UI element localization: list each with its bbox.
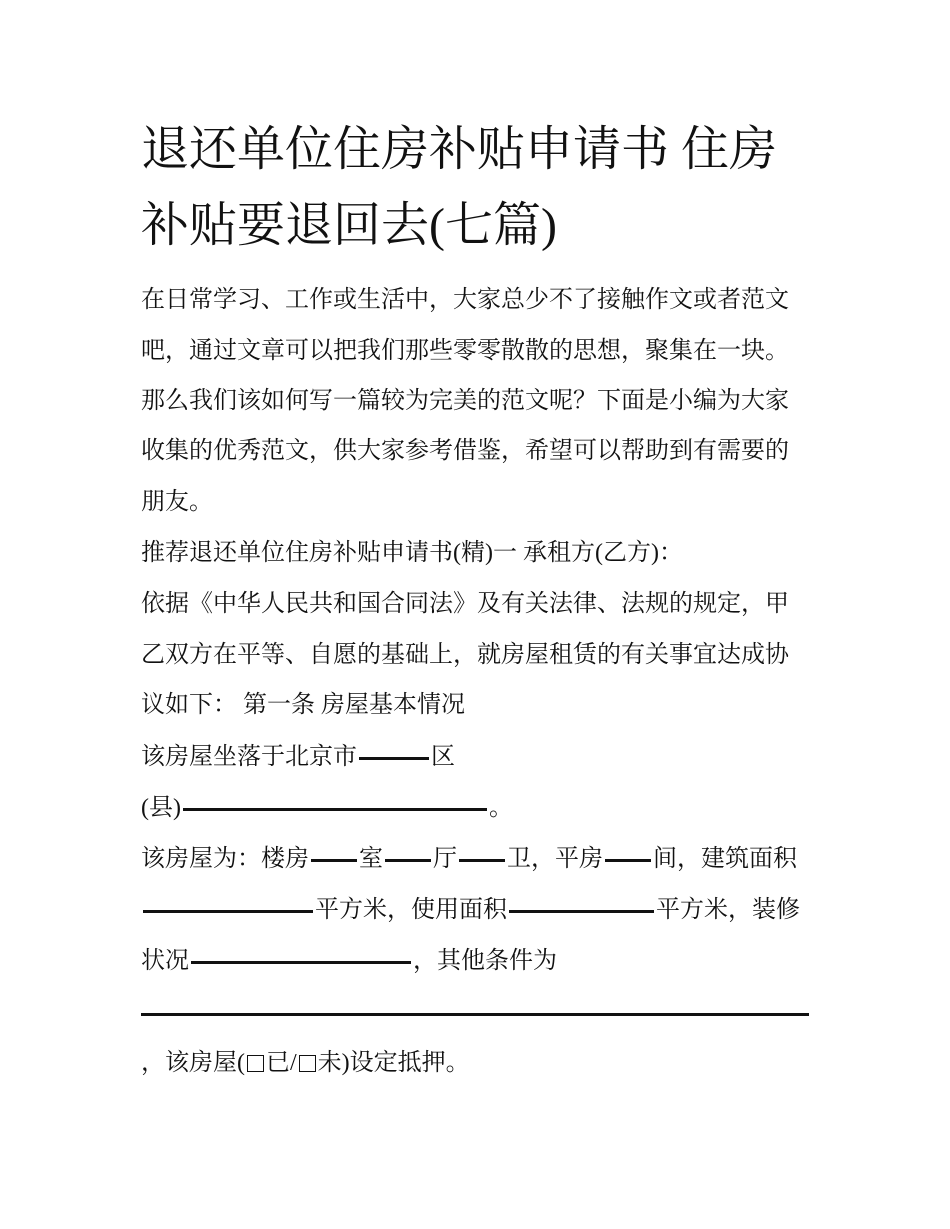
county-label: (县) <box>141 795 181 821</box>
hall-blank <box>459 859 505 862</box>
location-line <box>141 740 821 774</box>
document-title <box>141 112 821 264</box>
county-blank <box>183 808 487 811</box>
intro-line-5: 朋友。 <box>141 489 213 515</box>
hall-label: 厅 <box>433 846 457 872</box>
status-blank <box>191 961 411 964</box>
mortgage-line <box>141 1046 821 1080</box>
room-blank <box>385 859 431 862</box>
location-prefix: 该房屋坐落于北京市 <box>141 744 357 770</box>
district-label: 区 <box>431 744 455 770</box>
house-line-3 <box>141 944 821 978</box>
status-label: 状况 <box>141 948 189 974</box>
intro-line-4: 收集的优秀范文，供大家参考借鉴，希望可以帮助到有需要的 <box>141 438 789 464</box>
basis-line-3: 议如下： 第一条 房屋基本情况 <box>141 692 465 718</box>
title-line-1: 退还单位住房补贴申请书 住房 <box>141 123 778 176</box>
other-blank-line <box>141 996 821 1030</box>
bath-label: 卫，平房 <box>507 846 603 872</box>
county-period: 。 <box>488 795 513 821</box>
other-conditions-blank <box>141 1013 809 1016</box>
house-line-2 <box>141 893 821 927</box>
basis-line-1: 依据《中华人民共和国合同法》及有关法律、法规的规定，甲 <box>141 591 789 617</box>
room-label: 室 <box>359 846 383 872</box>
building-area-blank <box>143 910 313 913</box>
title-line-2: 补贴要退回去(七篇) <box>141 199 557 252</box>
building-room-blank <box>311 859 357 862</box>
other-label: ，其他条件为 <box>413 948 557 974</box>
county-line <box>141 791 821 825</box>
basis-line-2: 乙双方在平等、自愿的基础上，就房屋租赁的有关事宜达成协 <box>141 642 789 668</box>
decor-label: 平方米，装修 <box>656 897 800 923</box>
intro-line-2: 吧，通过文章可以把我们那些零零散散的思想，聚集在一块。 <box>141 338 789 364</box>
use-area-blank <box>509 910 654 913</box>
house-line-1 <box>141 842 821 876</box>
bungalow-blank <box>605 859 651 862</box>
intro-line-1: 在日常学习、工作或生活中，大家总少不了接触作文或者范文 <box>141 287 789 313</box>
use-area-label: 平方米，使用面积 <box>315 897 507 923</box>
district-blank <box>359 757 429 760</box>
mortgage-prefix: ，该房屋( <box>141 1050 245 1076</box>
not-yet-checkbox[interactable] <box>299 1055 316 1072</box>
already-checkbox[interactable] <box>247 1055 264 1072</box>
intro-line-3: 那么我们该如何写一篇较为完美的范文呢？下面是小编为大家 <box>141 388 789 414</box>
jian-label: 间，建筑面积 <box>653 846 797 872</box>
recommend-line: 推荐退还单位住房补贴申请书(精)一 承租方(乙方)： <box>141 540 683 566</box>
already-label: 已/ <box>266 1050 297 1076</box>
house-prefix: 该房屋为：楼房 <box>141 846 309 872</box>
not-yet-label: 未)设定抵押。 <box>317 1050 470 1076</box>
